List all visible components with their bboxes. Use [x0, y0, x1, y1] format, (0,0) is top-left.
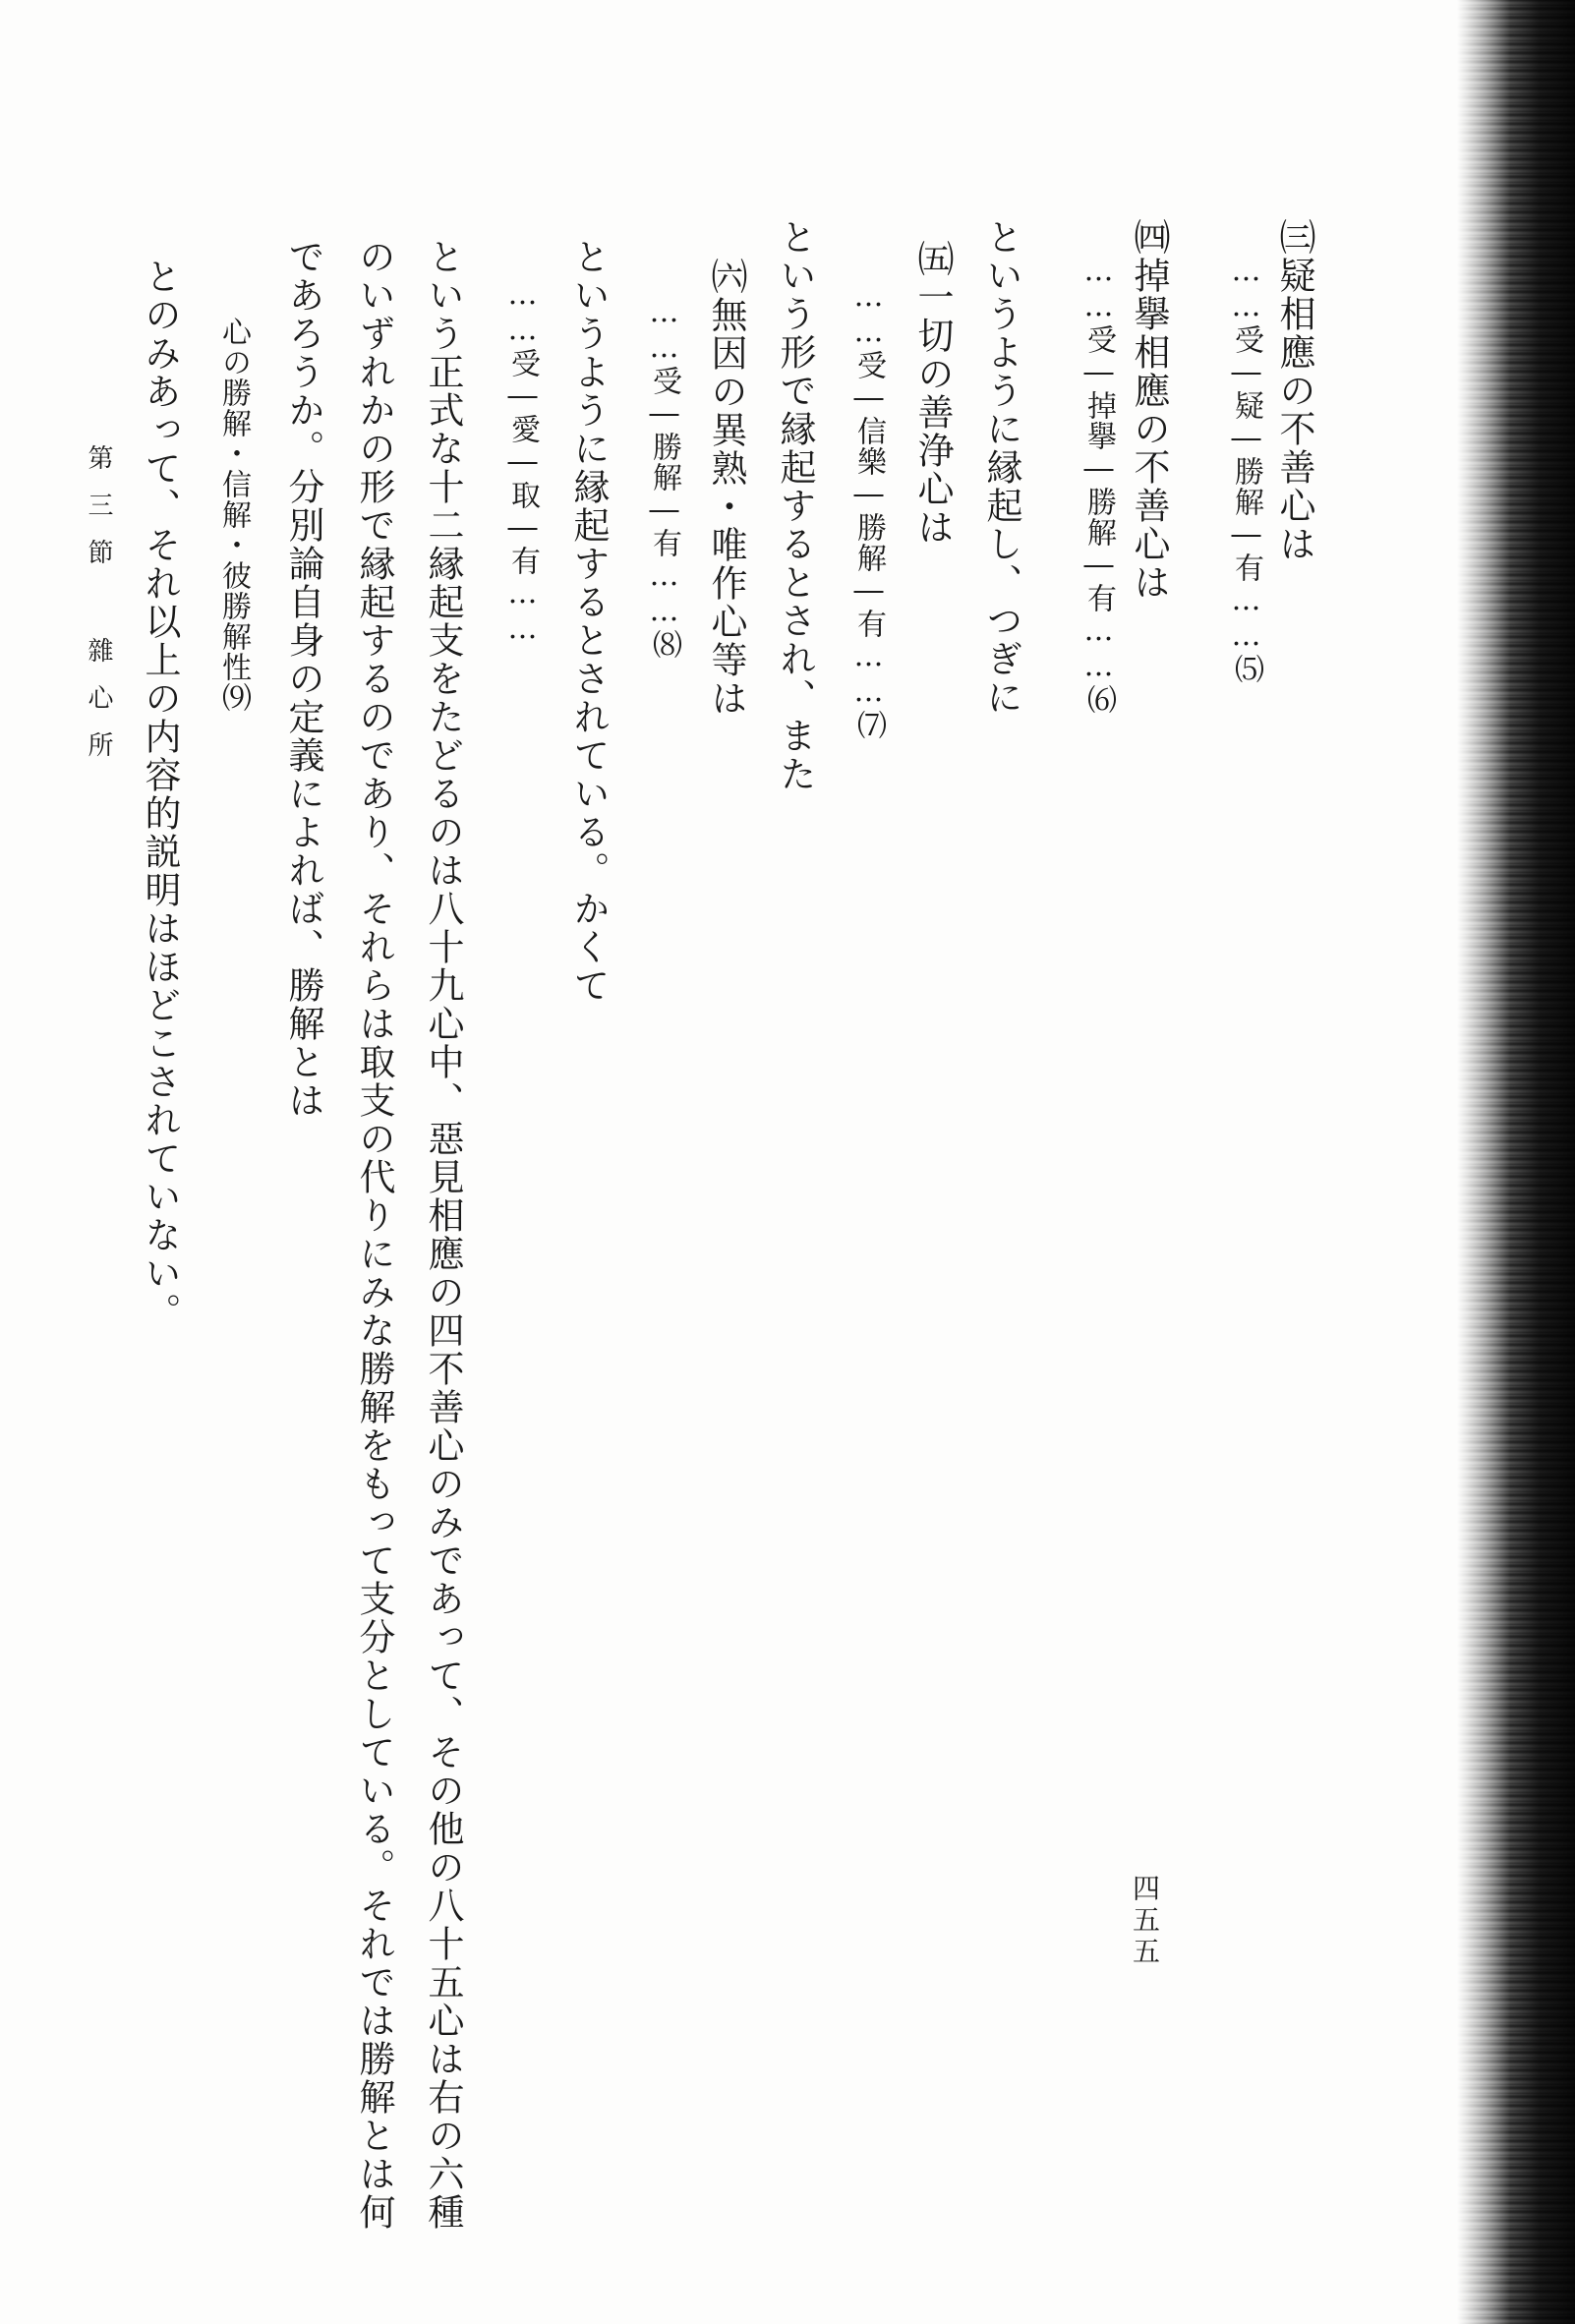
page-number: 四五五 — [1129, 1874, 1161, 1968]
text-line-12: ……受―愛―取―有…… — [505, 277, 540, 647]
text-line-4: ……受―掉擧―勝解―有……⑹ — [1081, 254, 1116, 715]
text-line-9: ㈥無因の異熟・唯作心等は — [705, 258, 747, 718]
text-line-1: ㈢疑相應の不善心は — [1273, 218, 1315, 563]
text-line-8: という形で縁起するとされ、また — [774, 218, 816, 793]
text-line-13: という正式な十二縁起支をたどるのは八十九心中、惡見相應の四不善心のみであって、その他の八十五心は右の六種 — [422, 238, 464, 2232]
text-line-3: ㈣掉擧相應の不善心は — [1128, 218, 1170, 602]
text-line-2: ……受―疑―勝解―有……⑸ — [1229, 254, 1263, 684]
scan-shadow-edge — [1457, 0, 1575, 2324]
text-line-16: 心の勝解・信解・彼勝解性⑼ — [216, 317, 251, 713]
running-footer-section-title: 第三節 雜心所 — [84, 444, 113, 779]
text-line-6: ㈤一切の善浄心は — [911, 240, 954, 547]
text-line-10: ……受―勝解―有……⑻ — [647, 295, 681, 660]
text-line-14: のいずれかの形で縁起するのであり、それらは取支の代りにみな勝解をもって支分としている。それでは勝解とは何 — [353, 238, 395, 2232]
text-line-17: とのみあって、それ以上の内容的説明はほどこされていない。 — [139, 258, 181, 1331]
text-line-5: というように縁起し、つぎに — [980, 218, 1022, 717]
text-line-7: ……受―信樂―勝解―有……⑺ — [851, 279, 886, 740]
text-line-15: であろうか。分別論自身の定義によれば、勝解とは — [282, 238, 324, 1120]
text-line-11: というように縁起するとされている。かくて — [567, 238, 610, 1005]
